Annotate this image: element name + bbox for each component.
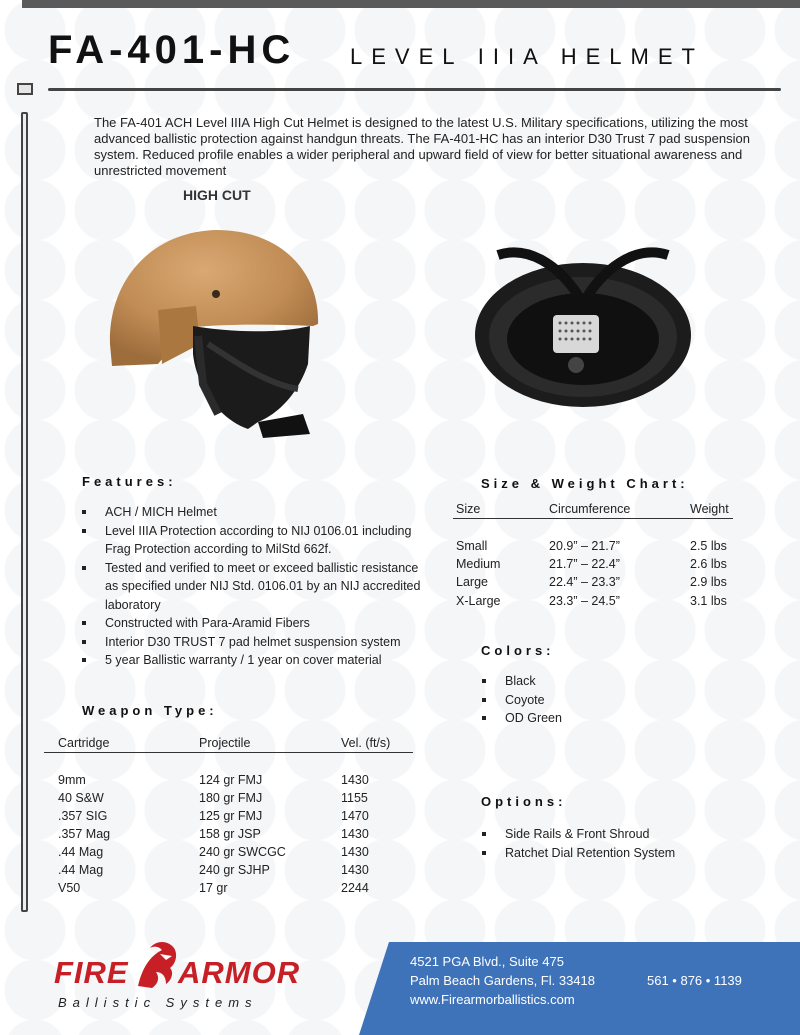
product-subtitle: LEVEL IIIA HELMET (350, 44, 704, 69)
logo-word-armor: ARMOR (178, 955, 301, 990)
color-item: Coyote (482, 691, 562, 710)
footer-address-line2: Palm Beach Gardens, Fl. 33418 (410, 973, 595, 988)
features-item: Level IIIA Protection according to NIJ 0106.01 including Frag Protection according to MilStd 662f. (82, 522, 422, 559)
left-side-bar (21, 112, 28, 912)
header-rule-cap (17, 83, 33, 95)
top-border-bar (22, 0, 800, 8)
size-cell: 21.7” – 22.4” (549, 557, 620, 571)
option-item: Side Rails & Front Shroud (482, 825, 675, 844)
option-item: Ratchet Dial Retention System (482, 844, 675, 863)
weapon-cell: 2244 (341, 881, 369, 895)
features-list (82, 503, 422, 670)
features-heading: Features: (82, 474, 177, 489)
colors-list (482, 672, 562, 728)
footer-website-link[interactable]: www.Firearmorballistics.com (410, 992, 575, 1007)
weapon-cell: 1470 (341, 809, 369, 823)
weapon-cell: V50 (58, 881, 81, 895)
weapon-cell: 240 gr SWCGC (199, 845, 286, 859)
coyote-helmet-image (98, 214, 338, 444)
weapon-cell: .357 Mag (58, 827, 111, 841)
weapon-cell: 1430 (341, 863, 369, 877)
size-cell: 2.6 lbs (690, 557, 727, 571)
weapon-col-velocity: Vel. (ft/s) (341, 736, 391, 750)
size-cell: 2.9 lbs (690, 575, 727, 589)
weapon-cell: 17 gr (199, 881, 228, 895)
colors-heading: Colors: (481, 643, 555, 658)
size-cell: 3.1 lbs (690, 594, 727, 608)
weapon-cell: 240 gr SJHP (199, 863, 270, 877)
high-cut-label: HIGH CUT (183, 187, 251, 203)
size-cell: X-Large (456, 594, 501, 608)
size-weight-heading: Size & Weight Chart: (481, 476, 689, 491)
logo-word-fire: FIRE (54, 955, 129, 990)
size-cell: 22.4” – 23.3” (549, 575, 620, 589)
weapon-cell: 9mm (58, 773, 86, 787)
size-cell: 2.5 lbs (690, 539, 727, 553)
weapon-header-rule (44, 752, 413, 753)
color-item: Black (482, 672, 562, 691)
footer-phone: 561 • 876 • 1139 (647, 973, 742, 988)
weapon-cell: 180 gr FMJ (199, 791, 263, 805)
weapon-cell: 1430 (341, 773, 369, 787)
size-col-circumference: Circumference (549, 502, 631, 516)
logo-tagline: Ballistic Systems (58, 995, 258, 1010)
black-helmet-interior-image (468, 225, 698, 415)
size-cell: Medium (456, 557, 501, 571)
size-cell: 23.3” – 24.5” (549, 594, 620, 608)
features-item: Interior D30 TRUST 7 pad helmet suspension system (82, 633, 422, 652)
weapon-cell: 1430 (341, 845, 369, 859)
weapon-type-heading: Weapon Type: (82, 703, 218, 718)
features-item: 5 year Ballistic warranty / 1 year on cover material (82, 651, 422, 670)
size-col-weight: Weight (690, 502, 729, 516)
weapon-col-projectile: Projectile (199, 736, 251, 750)
features-item: Tested and verified to meet or exceed ballistic resistance as specified under NIJ Std. 0106.01 by an NIJ accredited laboratory (82, 559, 422, 615)
weapon-cell: .44 Mag (58, 863, 104, 877)
size-header-rule (453, 518, 733, 519)
weapon-cell: 158 gr JSP (199, 827, 261, 841)
weapon-cell: 40 S&W (58, 791, 104, 805)
weapon-cell: .44 Mag (58, 845, 104, 859)
weapon-cell: 125 gr FMJ (199, 809, 263, 823)
product-model-title: FA-401-HC (48, 28, 296, 72)
size-cell: Small (456, 539, 488, 553)
weapon-cell: 124 gr FMJ (199, 773, 263, 787)
weapon-cell: 1155 (341, 791, 368, 805)
weapon-cell: .357 SIG (58, 809, 108, 823)
dragon-logo-icon (132, 938, 180, 990)
intro-paragraph: The FA-401 ACH Level IIIA High Cut Helmet is designed to the latest U.S. Military specifications, utilizing the most advanced ballistic protection against handgun threats. The FA-401-HC has an interior D30 Trust 7 pad suspension system. Reduced profile enables a wider peripheral and upward field of view for better situational awareness and unrestricted movement (94, 115, 750, 178)
features-item: ACH / MICH Helmet (82, 503, 422, 522)
weapon-cell: 1430 (341, 827, 369, 841)
header-rule (48, 88, 781, 91)
size-cell: Large (456, 575, 488, 589)
features-item: Constructed with Para-Aramid Fibers (82, 614, 422, 633)
options-heading: Options: (481, 794, 567, 809)
size-cell: 20.9” – 21.7” (549, 539, 620, 553)
footer-address-line1: 4521 PGA Blvd., Suite 475 (410, 954, 564, 969)
color-item: OD Green (482, 709, 562, 728)
weapon-col-cartridge: Cartridge (58, 736, 110, 750)
options-list (482, 825, 675, 862)
size-col-size: Size (456, 502, 481, 516)
